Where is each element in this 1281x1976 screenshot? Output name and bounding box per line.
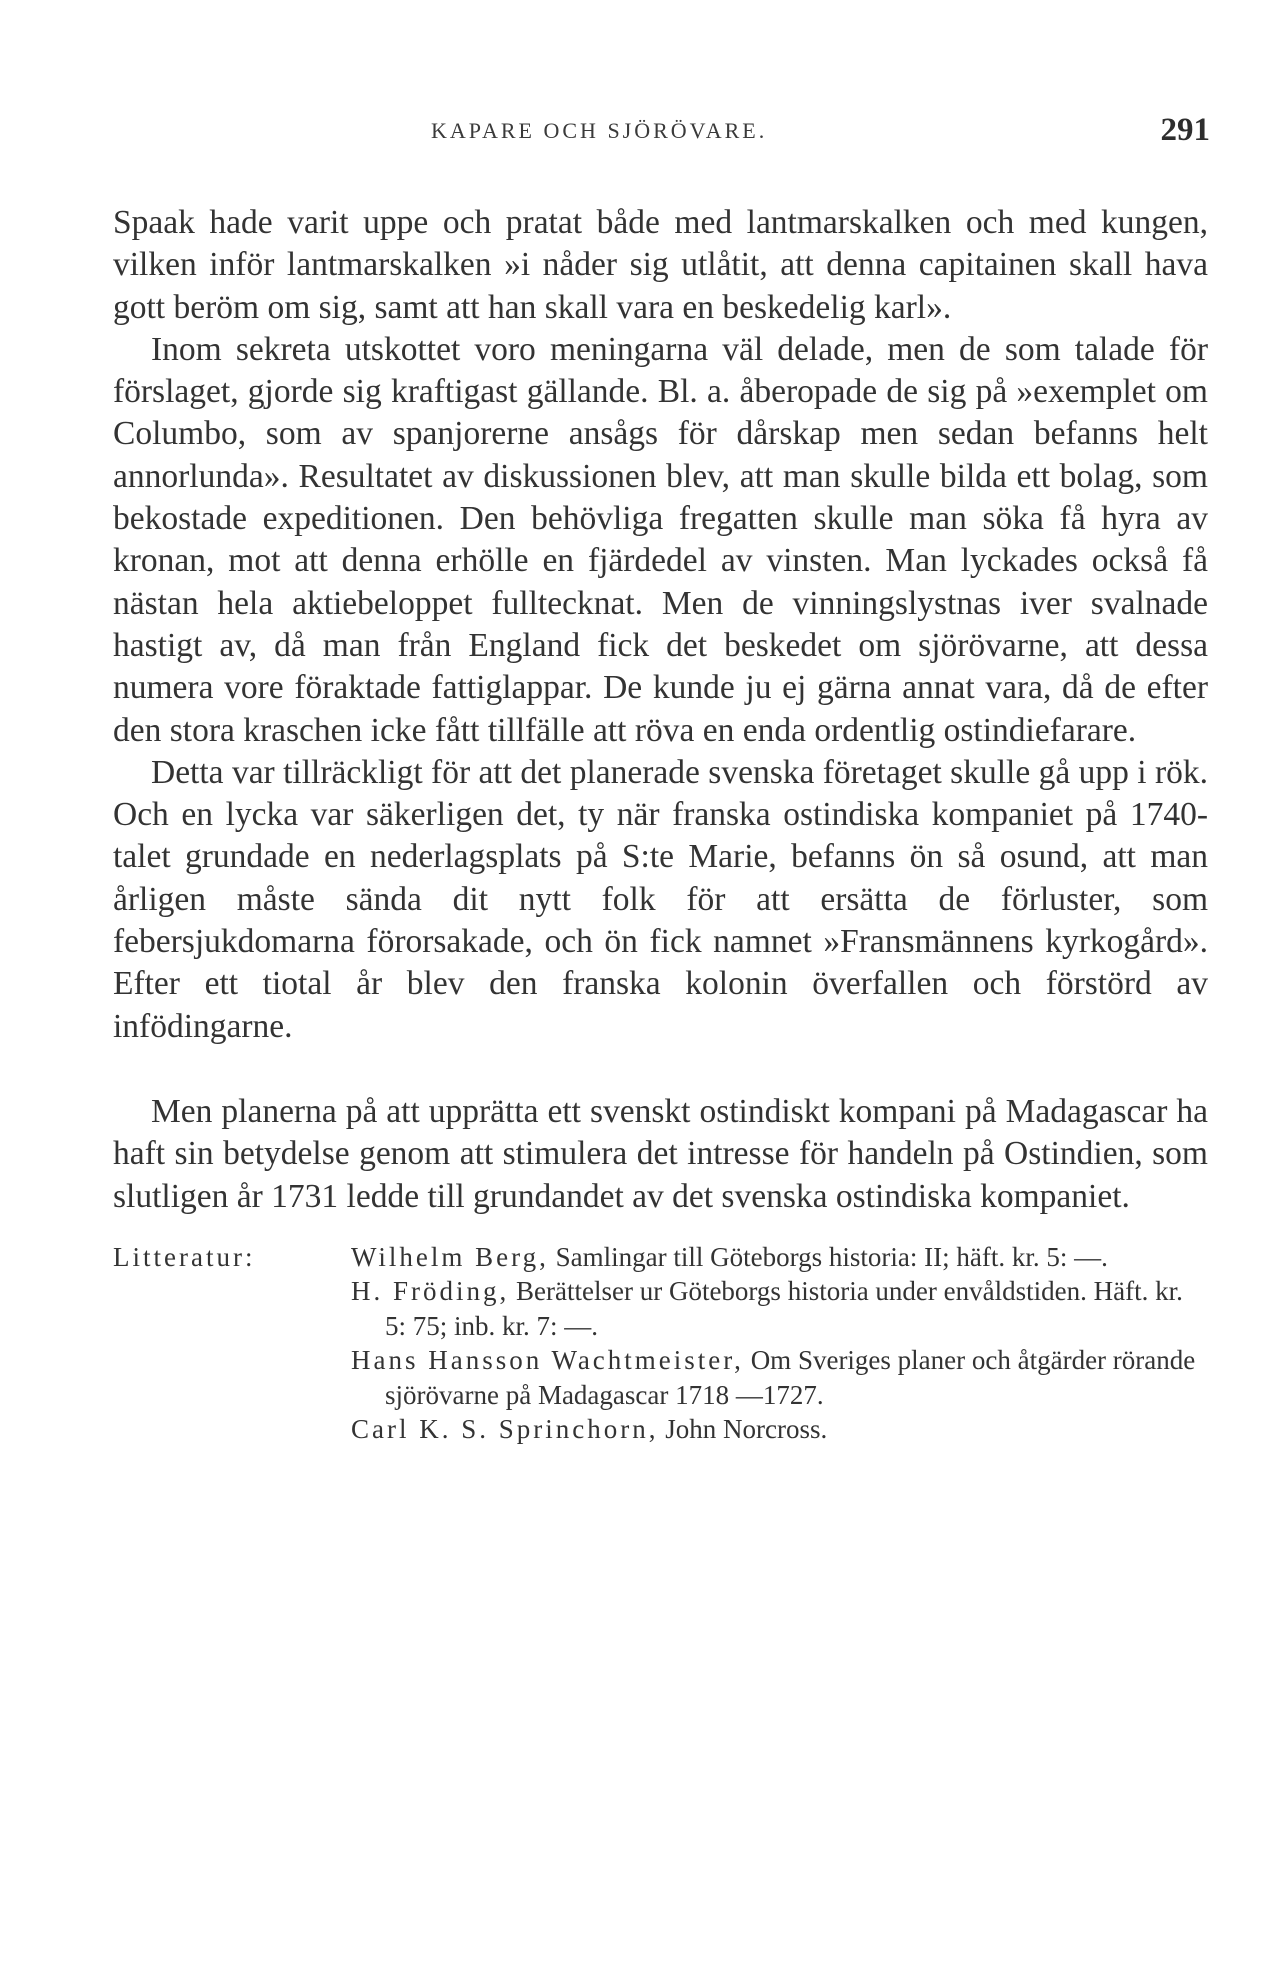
literature-entry [351,1240,1208,1275]
literature-entry [351,1343,1208,1412]
literature-author: Wilhelm Berg, [351,1241,549,1272]
literature-title: Berättelser ur Göteborgs historia under envåldstiden. Häft. kr. 5: 75; inb. kr. 7: —. [385,1276,1183,1341]
literature-list [351,1240,1208,1447]
book-page [113,112,1208,1447]
literature-label: Litteratur: [113,1241,256,1272]
literature-section [113,1240,1208,1447]
literature-entry [351,1412,1208,1447]
literature-title: Samlingar till Göteborgs historia: II; häft. kr. 5: —. [548,1241,1108,1272]
page-header [113,112,1208,148]
body-text [113,202,1208,1218]
paragraph: Men planerna på att upprätta ett svenskt ostindiskt kompani på Madagascar ha haft sin betydelse genom att stimulera det intresse för handeln på Ostindien, som slutligen år 1731 ledde till grundandet av det svenska ostindiska kompaniet. [113,1092,1208,1215]
paragraph: Detta var tillräckligt för att det planerade svenska företaget skulle gå upp i rök. Och en lycka var säkerligen det, ty när franska ostindiska kompaniet på 1740-talet grundade en nederlagsplats på S:te Marie, befanns ön så osund, att man årligen måste sända dit nytt folk för att ersätta de förluster, som febersjukdomarna förorsakade, och ön fick namnet »Fransmännens kyrkogård». Efter ett tiotal år blev den franska kolonin överfallen och förstörd av infödingarne. [113,753,1208,1045]
page-number: 291 [1160,112,1210,148]
paragraph: Inom sekreta utskottet voro meningarna väl delade, men de som talade för förslaget, gjorde sig kraftigast gällande. Bl. a. åberopade de sig på »exemplet om Columbo, som av spanjorerne ansågs för dårskap men sedan befanns helt annorlunda». Resultatet av diskussionen blev, att man skulle bilda ett bolag, som bekostade expeditionen. Den behövliga fregatten skulle man söka få hyra av kronan, mot att denna erhölle en fjärdedel av vinsten. Man lyckades också få nästan hela aktiebeloppet fulltecknat. Men de vinningslystnas iver svalnade hastigt av, då man från England fick det beskedet om sjörövarne, att dessa numera vore föraktade fattiglappar. De kunde ju ej gärna annat vara, då de efter den stora kraschen icke fått tillfälle att röva en enda ordentlig ostindiefarare. [113,330,1208,749]
literature-title: John Norcross. [658,1414,828,1445]
literature-entry [351,1274,1208,1343]
running-head: KAPARE OCH SJÖRÖVARE. [431,118,768,143]
literature-title: Om Sveriges planer och åtgärder rörande sjörövarne på Madagascar 1718 —1727. [385,1345,1196,1410]
literature-author: Carl K. S. Sprinchorn, [351,1414,659,1445]
literature-author: Hans Hansson Wachtmeister, [351,1345,744,1376]
paragraph: Spaak hade varit uppe och pratat både med lantmarskalken och med kungen, vilken inför lantmarskalken »i nåder sig utlåtit, att denna capitainen skall hava gott beröm om sig, samt att han skall vara en beskedelig karl». [113,204,1208,326]
literature-author: H. Fröding, [351,1276,510,1307]
